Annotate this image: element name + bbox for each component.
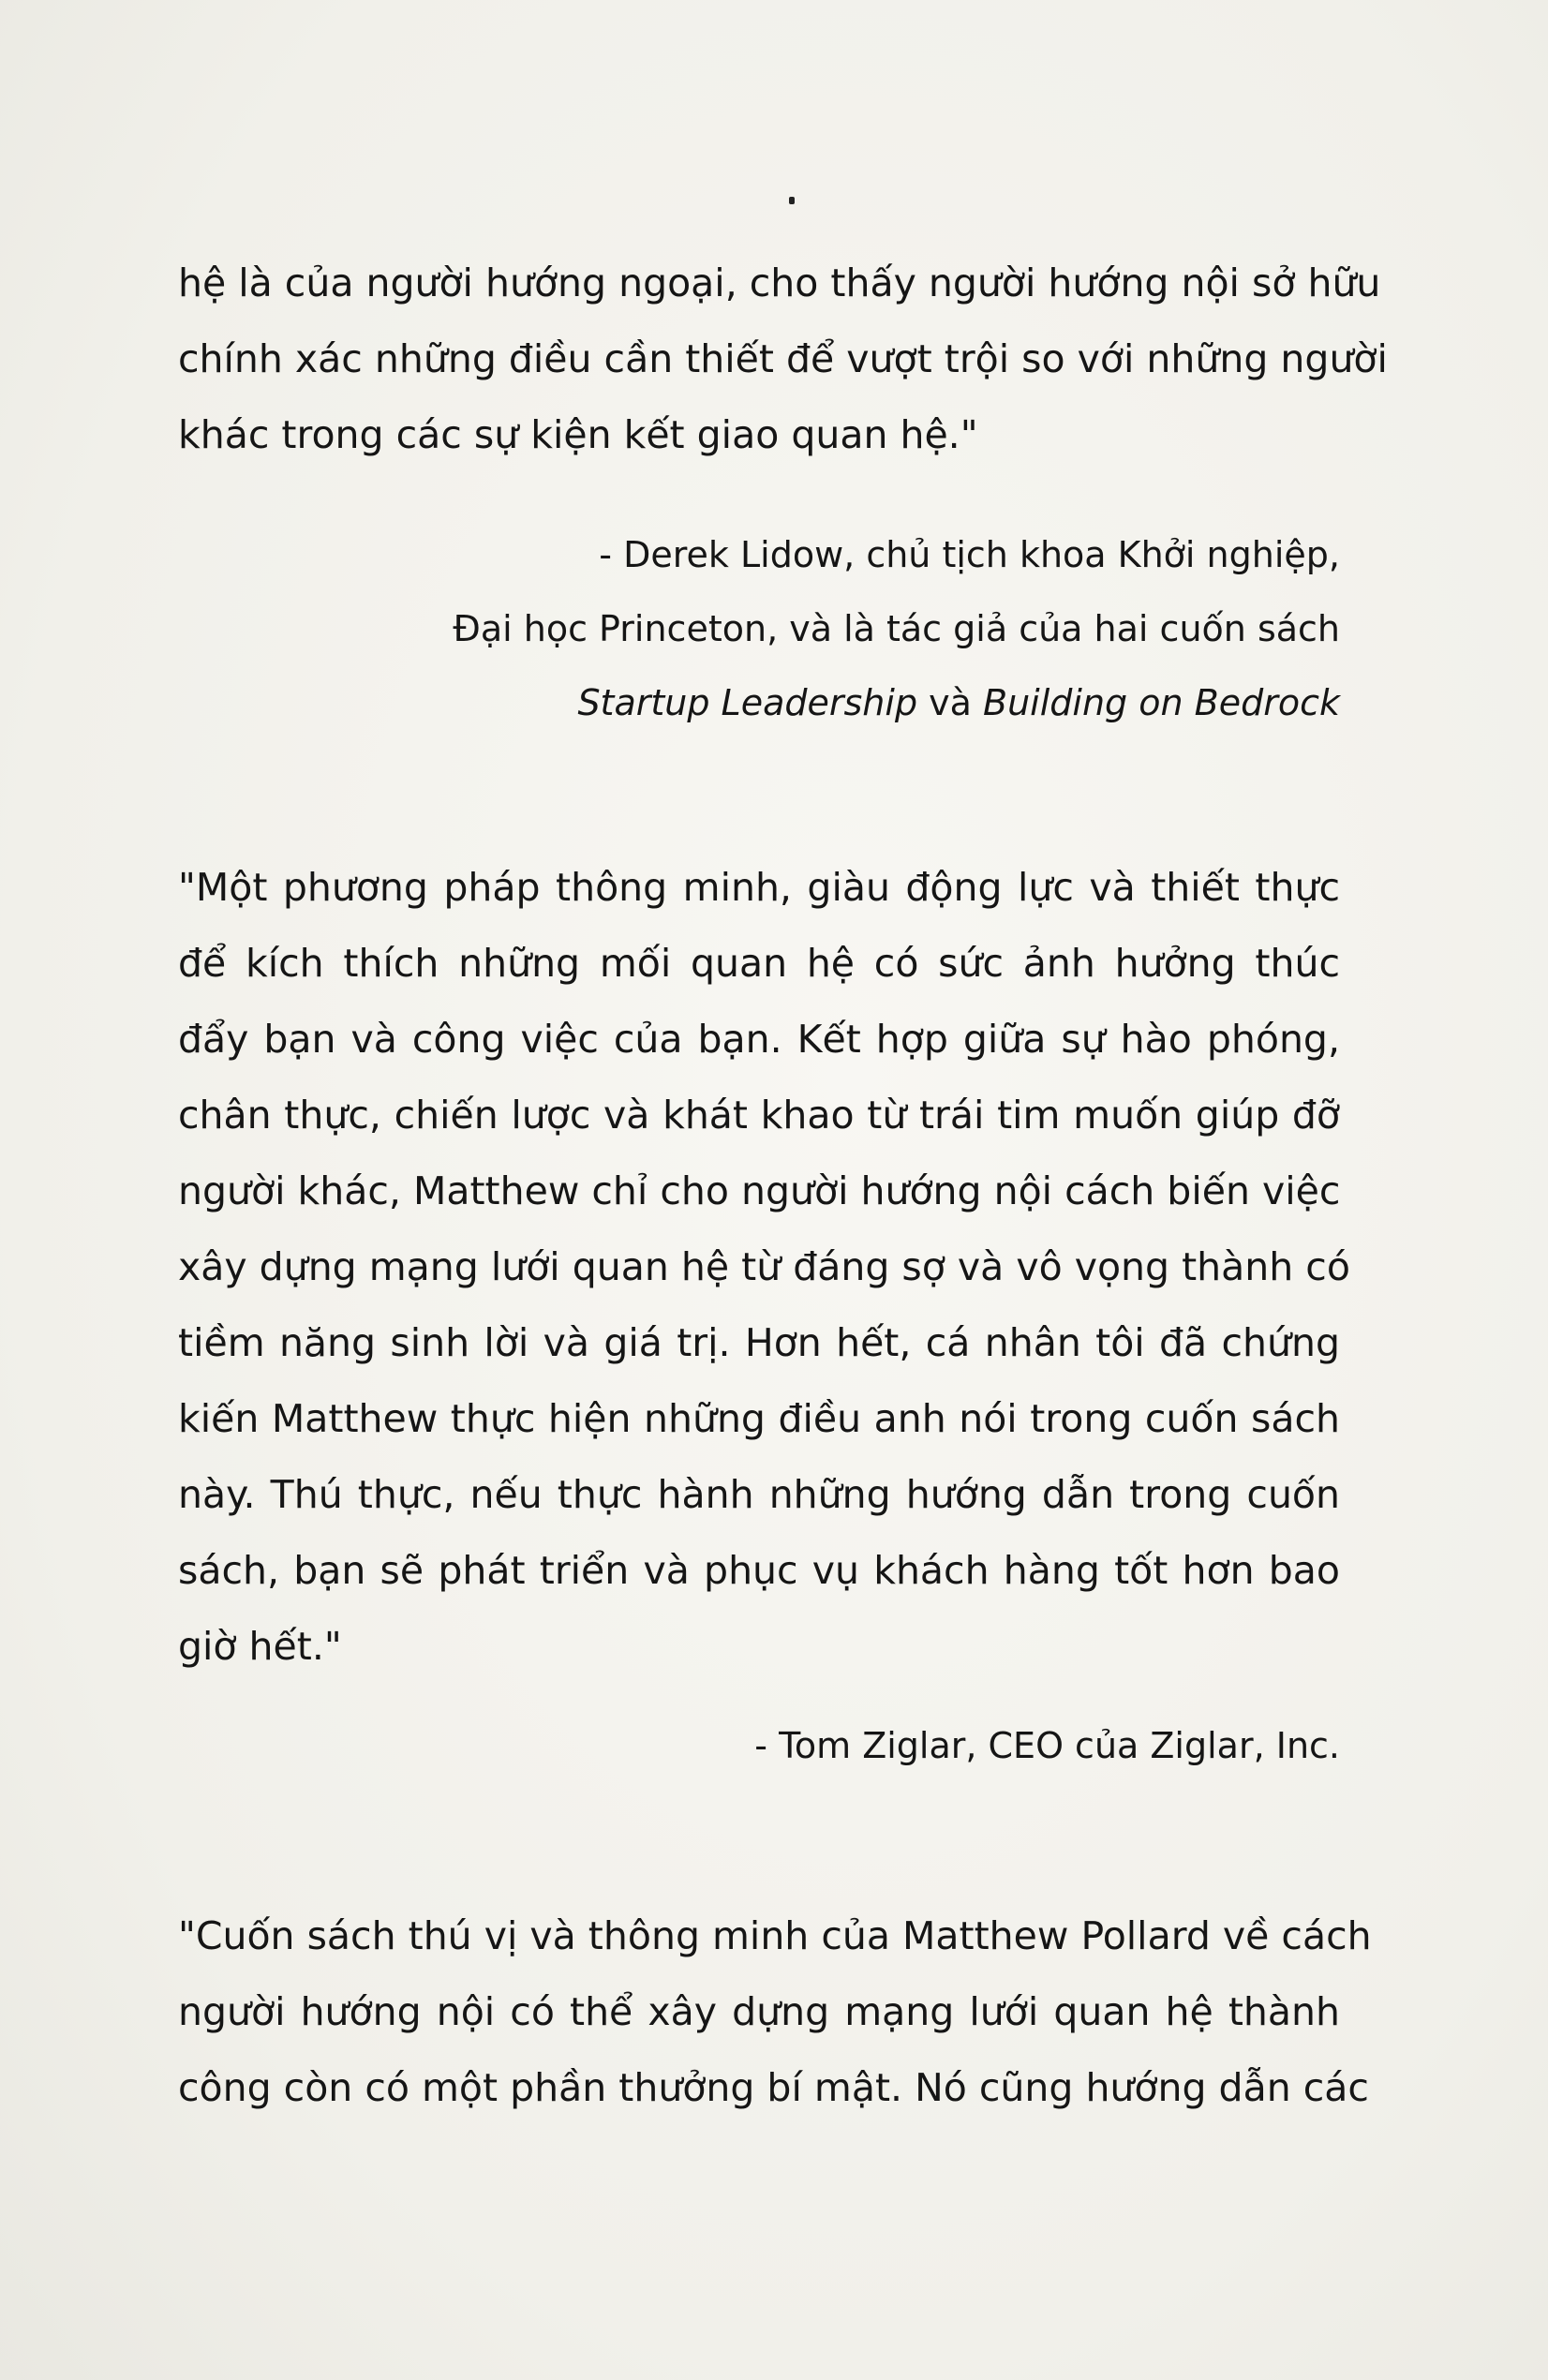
connector-text: và	[917, 682, 984, 723]
attribution-line: - Derek Lidow, chủ tịch khoa Khởi nghiệp,	[599, 534, 1340, 575]
text-line: xây dựng mạng lưới quan hệ từ đáng sợ và vô vọng thành có	[178, 1244, 1350, 1289]
quote-matthew-pollard	[178, 1898, 1372, 2126]
text-line: chính xác những điều cần thiết để vượt trội so với những người	[178, 336, 1388, 381]
print-dot	[789, 197, 795, 204]
text-line: "Một phương pháp thông minh, giàu động lực và thiết thực	[178, 865, 1340, 910]
attribution-books	[453, 666, 1340, 740]
text-line: đẩy bạn và công việc của bạn. Kết hợp giữa sự hào phóng,	[178, 1017, 1340, 1062]
text-line: kiến Matthew thực hiện những điều anh nói trong cuốn sách	[178, 1396, 1340, 1441]
text-line: công còn có một phần thưởng bí mật. Nó cũng hướng dẫn các	[178, 2065, 1369, 2110]
text-line: giờ hết."	[178, 1624, 342, 1669]
book-title: Building on Bedrock	[983, 682, 1340, 723]
attribution-derek-lidow	[453, 518, 1340, 740]
text-line: "Cuốn sách thú vị và thông minh của Matthew Pollard về cách	[178, 1913, 1372, 1958]
text-line: sách, bạn sẽ phát triển và phục vụ khách hàng tốt hơn bao	[178, 1548, 1340, 1593]
quote-tom-ziglar	[178, 850, 1350, 1685]
text-line: khác trong các sự kiện kết giao quan hệ."	[178, 412, 978, 457]
attribution-tom-ziglar	[754, 1709, 1340, 1783]
text-line: này. Thú thực, nếu thực hành những hướng dẫn trong cuốn	[178, 1472, 1340, 1517]
text-line: chân thực, chiến lược và khát khao từ trái tim muốn giúp đỡ	[178, 1093, 1340, 1138]
text-line: để kích thích những mối quan hệ có sức ảnh hưởng thúc	[178, 941, 1340, 986]
text-line: hệ là của người hướng ngoại, cho thấy người hướng nội sở hữu	[178, 260, 1381, 305]
attribution-line: - Tom Ziglar, CEO của Ziglar, Inc.	[754, 1725, 1340, 1766]
text-line: tiềm năng sinh lời và giá trị. Hơn hết, cá nhân tôi đã chứng	[178, 1320, 1340, 1365]
quote-continuation	[178, 245, 1388, 473]
attribution-line: Đại học Princeton, và là tác giả của hai cuốn sách	[453, 608, 1340, 649]
book-title: Startup Leadership	[577, 682, 918, 723]
text-line: người khác, Matthew chỉ cho người hướng nội cách biến việc	[178, 1168, 1341, 1213]
text-line: người hướng nội có thể xây dựng mạng lưới quan hệ thành	[178, 1989, 1340, 2034]
